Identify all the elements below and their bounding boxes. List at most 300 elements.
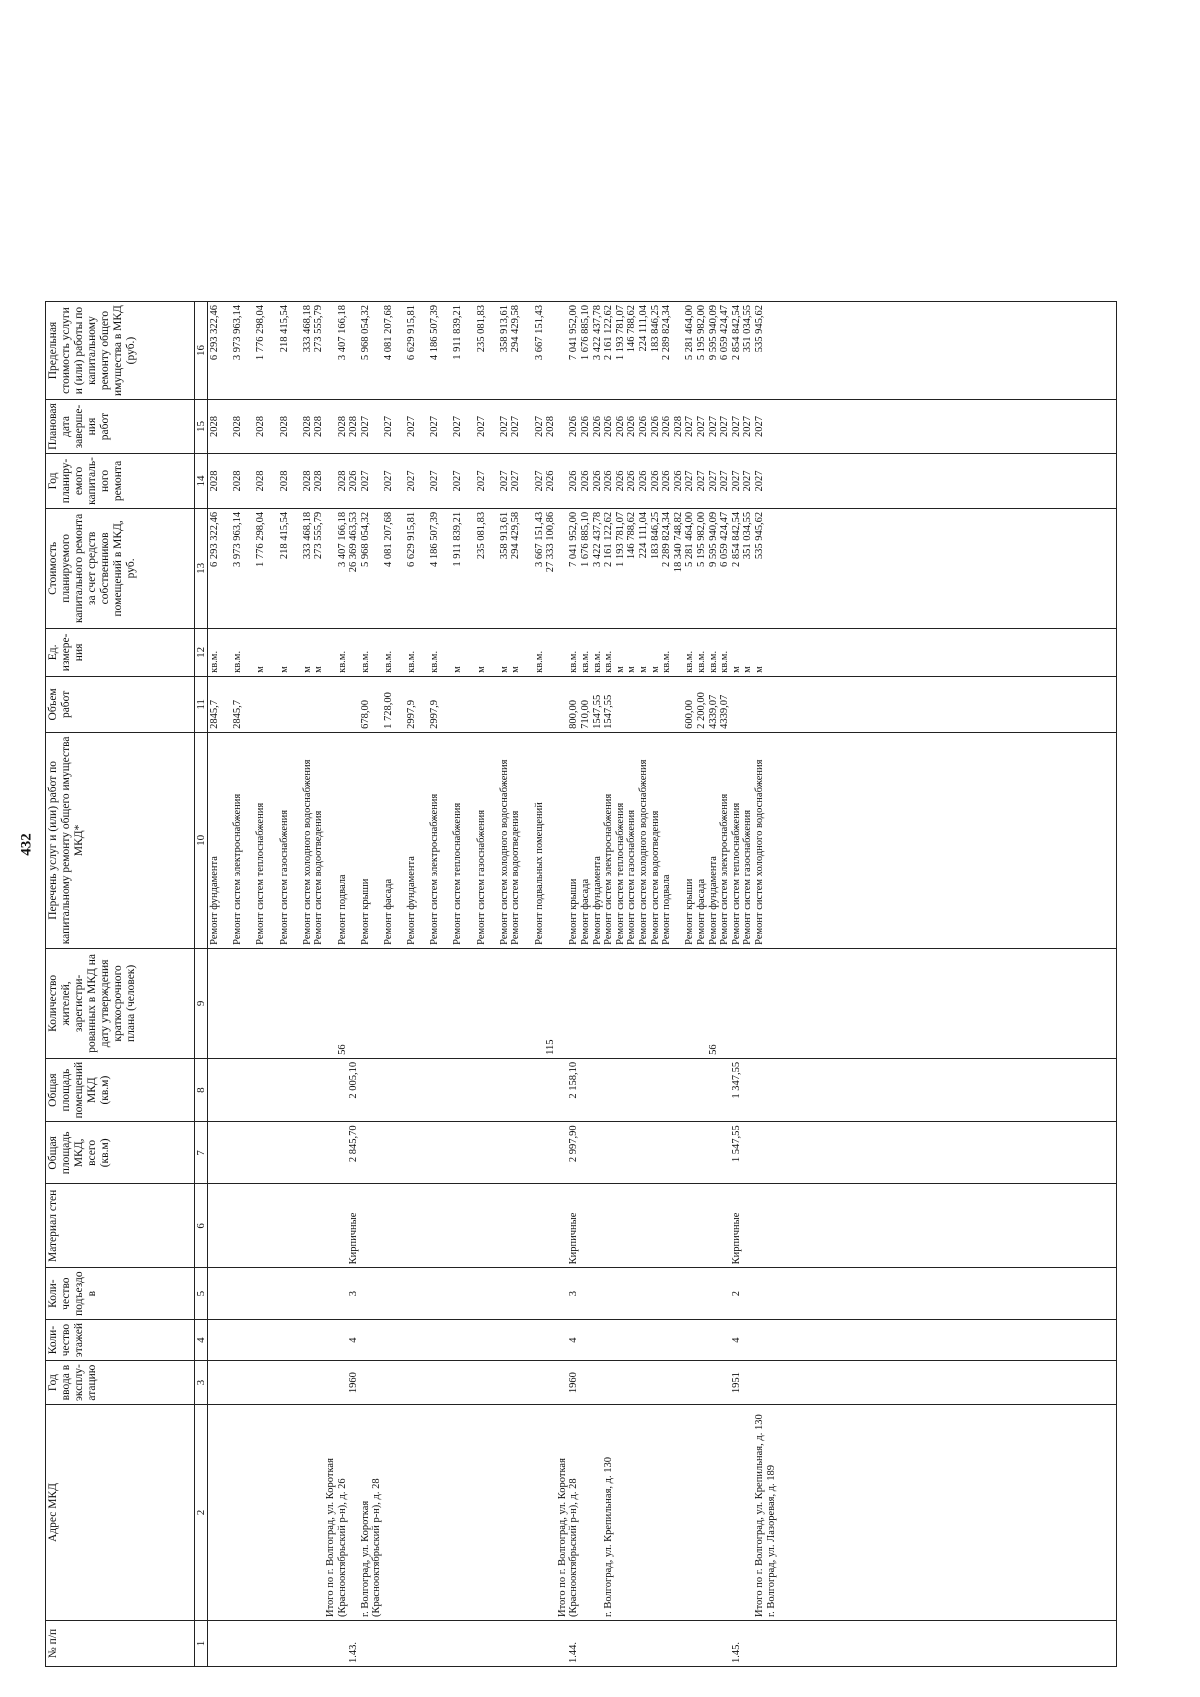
cell-line bbox=[789, 1364, 801, 1401]
table-body-row bbox=[208, 302, 1117, 1667]
cell-line bbox=[337, 1125, 349, 1180]
cell-line bbox=[313, 1187, 325, 1264]
cell-line bbox=[661, 1187, 673, 1264]
cell-line bbox=[766, 1624, 778, 1663]
cell-line bbox=[441, 403, 453, 450]
cell-line: Ремонт систем газоснабжения bbox=[278, 809, 290, 945]
cell-line: 3 422 437,78 bbox=[591, 511, 603, 567]
cell-line bbox=[337, 1624, 349, 1663]
cell-line bbox=[661, 1271, 673, 1316]
cell-line bbox=[395, 1364, 407, 1401]
cell-line bbox=[557, 1364, 569, 1401]
cell-line bbox=[302, 1062, 314, 1118]
cell-line bbox=[789, 1408, 801, 1617]
cell-line bbox=[522, 457, 534, 505]
cell-line bbox=[719, 1624, 731, 1663]
cell-line bbox=[464, 403, 476, 450]
cell-line bbox=[325, 403, 337, 450]
cell-line bbox=[244, 1323, 256, 1357]
cell-line bbox=[360, 1125, 372, 1180]
cell-line: 1960 bbox=[568, 1372, 580, 1394]
cell-line bbox=[302, 1408, 314, 1617]
cell-line bbox=[592, 952, 604, 1055]
cell-line: 235 081,83 bbox=[475, 305, 487, 353]
cell-line bbox=[777, 1408, 789, 1617]
cell-line bbox=[487, 1624, 499, 1663]
cell-line bbox=[244, 1408, 256, 1617]
cell-line: 2845,7 bbox=[232, 700, 244, 729]
cell-line bbox=[708, 1323, 720, 1357]
cell-line bbox=[650, 1364, 662, 1401]
cell-line bbox=[232, 1187, 244, 1264]
cell-line bbox=[812, 1187, 824, 1264]
cell-line bbox=[592, 1323, 604, 1357]
cell-line: 3 407 166,18 bbox=[336, 305, 348, 361]
cell-line bbox=[777, 1624, 789, 1663]
cell-line bbox=[777, 1187, 789, 1264]
cell-line: 2026 bbox=[580, 470, 591, 492]
cell-line: 2026 bbox=[591, 416, 603, 438]
cell-line: 6 059 424,47 bbox=[719, 305, 731, 361]
cell-line bbox=[418, 457, 430, 505]
cell-line bbox=[221, 680, 233, 729]
cell-line: 2028 bbox=[232, 470, 244, 492]
cell-line: м bbox=[475, 666, 487, 673]
cell-line bbox=[221, 736, 233, 945]
cell-line: 4 081 207,68 bbox=[382, 305, 394, 361]
cell-line bbox=[313, 1624, 325, 1663]
cell-line bbox=[267, 632, 279, 673]
cell-line: 2027 bbox=[475, 416, 487, 438]
cell-line bbox=[592, 1187, 604, 1264]
cell-line bbox=[429, 1323, 441, 1357]
cell-line bbox=[812, 1624, 824, 1663]
cell-line: 2 200,00 bbox=[695, 692, 707, 729]
cell-line: Ремонт систем теплоснабжения bbox=[452, 802, 464, 945]
cell-line bbox=[696, 1408, 708, 1617]
cell-line bbox=[510, 1323, 522, 1357]
cell-line bbox=[452, 1408, 464, 1617]
cell-line bbox=[464, 1624, 476, 1663]
cell-line: 358 913,61 bbox=[498, 511, 510, 560]
cell-line bbox=[313, 1323, 325, 1357]
cell-line bbox=[626, 952, 638, 1055]
cell-line bbox=[209, 1408, 221, 1617]
cell-line bbox=[383, 1364, 395, 1401]
cell-line bbox=[545, 632, 557, 673]
cell-line bbox=[534, 1125, 546, 1180]
cell-line: Ремонт систем теплоснабжения bbox=[730, 802, 742, 945]
cell-line: 224 111,04 bbox=[637, 305, 649, 352]
cell-line bbox=[232, 1408, 244, 1617]
cell-line: 1.43. bbox=[348, 1642, 360, 1663]
cell-line bbox=[812, 1364, 824, 1401]
cell-line: 2028 bbox=[232, 416, 244, 438]
cell-line: 2 005,10 bbox=[348, 1061, 360, 1099]
cell-line bbox=[800, 952, 812, 1055]
cell-line: 218 415,54 bbox=[278, 305, 290, 353]
cell-line bbox=[673, 1323, 685, 1357]
cell-line: Ремонт систем холодного водоснабжения bbox=[753, 759, 765, 945]
cell-line: Ремонт систем газоснабжения bbox=[475, 809, 487, 945]
cell-line bbox=[742, 1062, 754, 1118]
cell-line: 2026 bbox=[637, 416, 649, 438]
cell-line bbox=[742, 952, 754, 1055]
cell-line bbox=[452, 1364, 464, 1401]
cell-line bbox=[568, 952, 580, 1055]
cell-line bbox=[406, 1187, 418, 1264]
cell-line bbox=[452, 1624, 464, 1663]
column-number: 7 bbox=[195, 1122, 208, 1184]
cell-line bbox=[487, 1323, 499, 1357]
cell-line: Ремонт фасада bbox=[580, 878, 591, 945]
cell-line: 2026 bbox=[545, 470, 557, 492]
cell-line bbox=[429, 1125, 441, 1180]
cell-line bbox=[348, 305, 360, 396]
cell-line bbox=[244, 952, 256, 1055]
cell-line bbox=[522, 680, 534, 729]
cell-line: 2027 bbox=[406, 470, 418, 492]
cell-line bbox=[441, 1187, 453, 1264]
cell-line: Ремонт подвала bbox=[336, 874, 348, 945]
cell-line bbox=[255, 1062, 267, 1118]
cell-line bbox=[395, 952, 407, 1055]
cell-line: 358 913,61 bbox=[498, 305, 510, 353]
cell-line bbox=[429, 1271, 441, 1316]
cell-line bbox=[371, 1323, 383, 1357]
cell-line: 3 bbox=[348, 1291, 360, 1297]
cell-line: 3 973 963,14 bbox=[232, 305, 244, 361]
cell-line bbox=[255, 1323, 267, 1357]
total-area-cell bbox=[208, 1122, 1117, 1184]
cell-line bbox=[789, 1323, 801, 1357]
cell-line bbox=[766, 1187, 778, 1264]
cell-line: м bbox=[649, 666, 661, 673]
cell-line bbox=[476, 1323, 488, 1357]
cell-line bbox=[626, 1125, 638, 1180]
cell-line bbox=[441, 1271, 453, 1316]
cell-line bbox=[812, 1125, 824, 1180]
cell-line: 3 422 437,78 bbox=[591, 305, 603, 361]
cell-line: Ремонт подвальных помещений bbox=[533, 802, 545, 945]
cell-line bbox=[777, 1364, 789, 1401]
cell-line bbox=[255, 1271, 267, 1316]
cell-line: 2027 bbox=[707, 416, 719, 438]
cell-line bbox=[766, 1062, 778, 1118]
cell-line bbox=[418, 952, 430, 1055]
cell-line bbox=[418, 1364, 430, 1401]
cell-line bbox=[580, 1624, 592, 1663]
column-number: 8 bbox=[195, 1058, 208, 1121]
cell-line: 1 776 298,04 bbox=[255, 511, 267, 567]
cell-line: 26 369 463,53 bbox=[348, 511, 360, 573]
cell-line bbox=[418, 1624, 430, 1663]
cell-line bbox=[557, 305, 569, 396]
year-built-cell bbox=[208, 1361, 1117, 1405]
cell-line bbox=[418, 1323, 430, 1357]
cell-line: 2027 bbox=[753, 470, 765, 492]
cell-line: 2 289 824,34 bbox=[661, 511, 673, 567]
cell-line bbox=[337, 1062, 349, 1118]
cell-line: 2997,9 bbox=[406, 700, 418, 729]
cell-line bbox=[267, 680, 279, 729]
column-number: 13 bbox=[195, 508, 208, 628]
cell-line: 2028 bbox=[301, 416, 313, 438]
cell-line: 2028 bbox=[209, 470, 220, 492]
cell-line bbox=[348, 736, 360, 945]
cell-line bbox=[279, 1062, 291, 1118]
cell-line bbox=[603, 1271, 615, 1316]
column-number: 10 bbox=[195, 732, 208, 948]
cell-line bbox=[429, 1408, 441, 1617]
cell-line: 4 186 507,39 bbox=[429, 511, 441, 567]
cell-line: 2026 bbox=[672, 470, 684, 492]
cell-line: 2028 bbox=[278, 416, 290, 438]
cell-line bbox=[487, 632, 499, 673]
cell-line bbox=[673, 1408, 685, 1617]
cell-line bbox=[255, 1408, 267, 1617]
cell-line: 2 854 842,54 bbox=[730, 305, 742, 361]
cell-line: 2027 bbox=[742, 470, 754, 492]
cell-line bbox=[800, 1408, 812, 1617]
cell-line bbox=[348, 632, 360, 673]
cell-line bbox=[302, 1125, 314, 1180]
cell-line bbox=[731, 952, 743, 1055]
cell-line bbox=[209, 1187, 221, 1264]
cell-line bbox=[580, 952, 592, 1055]
cell-line: 2027 bbox=[359, 416, 371, 438]
cell-line bbox=[580, 1125, 592, 1180]
cell-line: 2028 bbox=[209, 416, 220, 438]
planned-year-cell bbox=[208, 454, 1117, 509]
cell-line: 2027 bbox=[382, 416, 394, 438]
cell-line bbox=[603, 1062, 615, 1118]
cell-line bbox=[510, 1062, 522, 1118]
cell-line bbox=[650, 1624, 662, 1663]
cell-line bbox=[313, 1364, 325, 1401]
cell-line bbox=[650, 680, 662, 729]
cell-line bbox=[371, 1125, 383, 1180]
cell-line bbox=[673, 952, 685, 1055]
cell-line: 2028 bbox=[336, 470, 348, 492]
cell-line: 4339,07 bbox=[719, 694, 731, 729]
cell-line bbox=[545, 1408, 557, 1617]
cell-line bbox=[557, 1187, 569, 1264]
cell-line bbox=[255, 1187, 267, 1264]
cell-line bbox=[255, 952, 267, 1055]
column-number: 5 bbox=[195, 1268, 208, 1320]
cell-line: м bbox=[498, 666, 510, 673]
cell-line bbox=[580, 1364, 592, 1401]
cell-line bbox=[673, 1364, 685, 1401]
cell-line bbox=[383, 1187, 395, 1264]
cell-line: 535 945,62 bbox=[753, 305, 765, 353]
cell-line: 1547,55 bbox=[603, 694, 615, 729]
cell-line bbox=[789, 952, 801, 1055]
cell-line: 2027 bbox=[429, 416, 441, 438]
cell-line bbox=[534, 1187, 546, 1264]
cell-line bbox=[383, 952, 395, 1055]
cell-line bbox=[221, 632, 233, 673]
cell-line bbox=[325, 1624, 337, 1663]
cell-line: м bbox=[626, 666, 638, 673]
cell-line bbox=[221, 1624, 233, 1663]
cell-line bbox=[777, 1271, 789, 1316]
cell-line: кв.м. bbox=[695, 650, 707, 673]
cell-line bbox=[418, 403, 430, 450]
cell-line bbox=[708, 1624, 720, 1663]
cell-line bbox=[221, 1125, 233, 1180]
cell-line bbox=[708, 1125, 720, 1180]
cell-line bbox=[244, 632, 256, 673]
residents-cell bbox=[208, 948, 1117, 1058]
cell-line bbox=[800, 1271, 812, 1316]
cell-line bbox=[823, 1408, 835, 1617]
cell-line bbox=[522, 1408, 534, 1617]
cell-line bbox=[673, 1062, 685, 1118]
cell-line: 1.45. bbox=[730, 1642, 742, 1663]
cell-line bbox=[418, 1062, 430, 1118]
cell-line: кв.м. bbox=[406, 650, 418, 673]
cell-line: кв.м. bbox=[603, 650, 615, 673]
cell-line bbox=[522, 736, 534, 945]
cell-line bbox=[441, 305, 453, 396]
cell-line bbox=[696, 1187, 708, 1264]
cell-line bbox=[441, 457, 453, 505]
cell-line: 2027 bbox=[510, 416, 522, 438]
cell-line bbox=[557, 680, 569, 729]
cell-line bbox=[661, 1408, 673, 1617]
cell-line: 2026 bbox=[568, 416, 580, 438]
cell-line: 600,00 bbox=[684, 700, 696, 729]
cell-line bbox=[267, 1271, 279, 1316]
cell-line bbox=[684, 1271, 696, 1316]
cell-line bbox=[592, 1062, 604, 1118]
header-row bbox=[46, 302, 195, 1667]
cell-line bbox=[684, 1323, 696, 1357]
column-number: 11 bbox=[195, 676, 208, 732]
cell-line bbox=[418, 1125, 430, 1180]
cell-line bbox=[719, 1125, 731, 1180]
cell-line bbox=[395, 1062, 407, 1118]
cell-line bbox=[395, 1271, 407, 1316]
cell-line bbox=[302, 1271, 314, 1316]
cell-line bbox=[522, 1062, 534, 1118]
cell-line: г. Волгоград, ул. Крепильная, д. 130 bbox=[603, 1457, 615, 1617]
cell-line bbox=[452, 680, 464, 729]
cell-line bbox=[638, 1271, 650, 1316]
cell-line bbox=[221, 512, 233, 625]
cell-line: 4 186 507,39 bbox=[429, 305, 441, 361]
completion-date-cell bbox=[208, 400, 1117, 454]
cell-line bbox=[615, 1323, 627, 1357]
cell-line bbox=[371, 512, 383, 625]
cell-line bbox=[789, 1062, 801, 1118]
cell-line: кв.м. bbox=[232, 650, 244, 673]
cell-line bbox=[719, 1364, 731, 1401]
cell-line bbox=[534, 1062, 546, 1118]
cell-line bbox=[708, 1271, 720, 1316]
cell-line bbox=[464, 512, 476, 625]
cell-line: 3 973 963,14 bbox=[232, 511, 244, 567]
cell-line bbox=[812, 1408, 824, 1617]
cell-line: 146 788,62 bbox=[626, 511, 638, 560]
max-cost-cell bbox=[208, 302, 1117, 400]
cell-line bbox=[615, 1271, 627, 1316]
cell-line: кв.м. bbox=[580, 650, 591, 673]
cell-line bbox=[812, 1062, 824, 1118]
cell-line bbox=[789, 1624, 801, 1663]
cell-line bbox=[232, 1125, 244, 1180]
cell-line bbox=[221, 305, 233, 396]
cell-line: кв.м. bbox=[684, 650, 696, 673]
cell-line bbox=[429, 1187, 441, 1264]
cell-line bbox=[441, 1062, 453, 1118]
column-number: 3 bbox=[195, 1361, 208, 1405]
cell-line bbox=[418, 632, 430, 673]
cell-line bbox=[487, 403, 499, 450]
cell-line bbox=[325, 632, 337, 673]
cell-line: 27 333 100,86 bbox=[545, 511, 557, 573]
cell-line bbox=[592, 1271, 604, 1316]
cell-line: 2026 bbox=[603, 470, 615, 492]
cell-line bbox=[221, 403, 233, 450]
cell-line: 2 bbox=[730, 1291, 742, 1297]
cell-line: 2 289 824,34 bbox=[661, 305, 673, 361]
cell-line bbox=[522, 1125, 534, 1180]
cell-line bbox=[406, 1624, 418, 1663]
cell-line bbox=[499, 1624, 511, 1663]
cell-line bbox=[290, 1323, 302, 1357]
cell-line: 1960 bbox=[348, 1372, 360, 1394]
cell-line: 2027 bbox=[406, 416, 418, 438]
cell-line: Ремонт систем теплоснабжения bbox=[255, 802, 267, 945]
cell-line: 2026 bbox=[626, 470, 638, 492]
cell-line: 1 347,55 bbox=[730, 1061, 742, 1099]
cell-line: Ремонт систем холодного водоснабжения bbox=[498, 759, 510, 945]
cell-line bbox=[406, 1062, 418, 1118]
cell-line bbox=[371, 952, 383, 1055]
cell-line: 2997,9 bbox=[429, 700, 441, 729]
cell-line: 2027 bbox=[452, 416, 464, 438]
cell-line bbox=[510, 1408, 522, 1617]
cell-line: 2028 bbox=[255, 416, 267, 438]
cell-line: кв.м. bbox=[568, 650, 580, 673]
cell-line bbox=[487, 305, 499, 396]
column-number: 4 bbox=[195, 1319, 208, 1360]
cell-line bbox=[313, 1125, 325, 1180]
cell-line bbox=[487, 1187, 499, 1264]
cell-line bbox=[522, 632, 534, 673]
cell-line bbox=[290, 1062, 302, 1118]
cell-line bbox=[708, 1187, 720, 1264]
cell-line bbox=[395, 403, 407, 450]
cell-line bbox=[221, 1408, 233, 1617]
cell-line bbox=[255, 680, 267, 729]
cell-line bbox=[615, 1408, 627, 1617]
header-cell: Ед. измере-ния bbox=[46, 628, 195, 676]
cell-line: 333 468,18 bbox=[301, 511, 313, 560]
cell-line bbox=[626, 1323, 638, 1357]
cell-line: 2845,7 bbox=[209, 700, 220, 729]
cell-line bbox=[754, 1187, 766, 1264]
cell-line bbox=[267, 1187, 279, 1264]
cell-line bbox=[684, 1364, 696, 1401]
cell-line bbox=[383, 1062, 395, 1118]
cell-line: 2027 bbox=[742, 416, 754, 438]
cell-line bbox=[557, 512, 569, 625]
cell-line bbox=[255, 1624, 267, 1663]
